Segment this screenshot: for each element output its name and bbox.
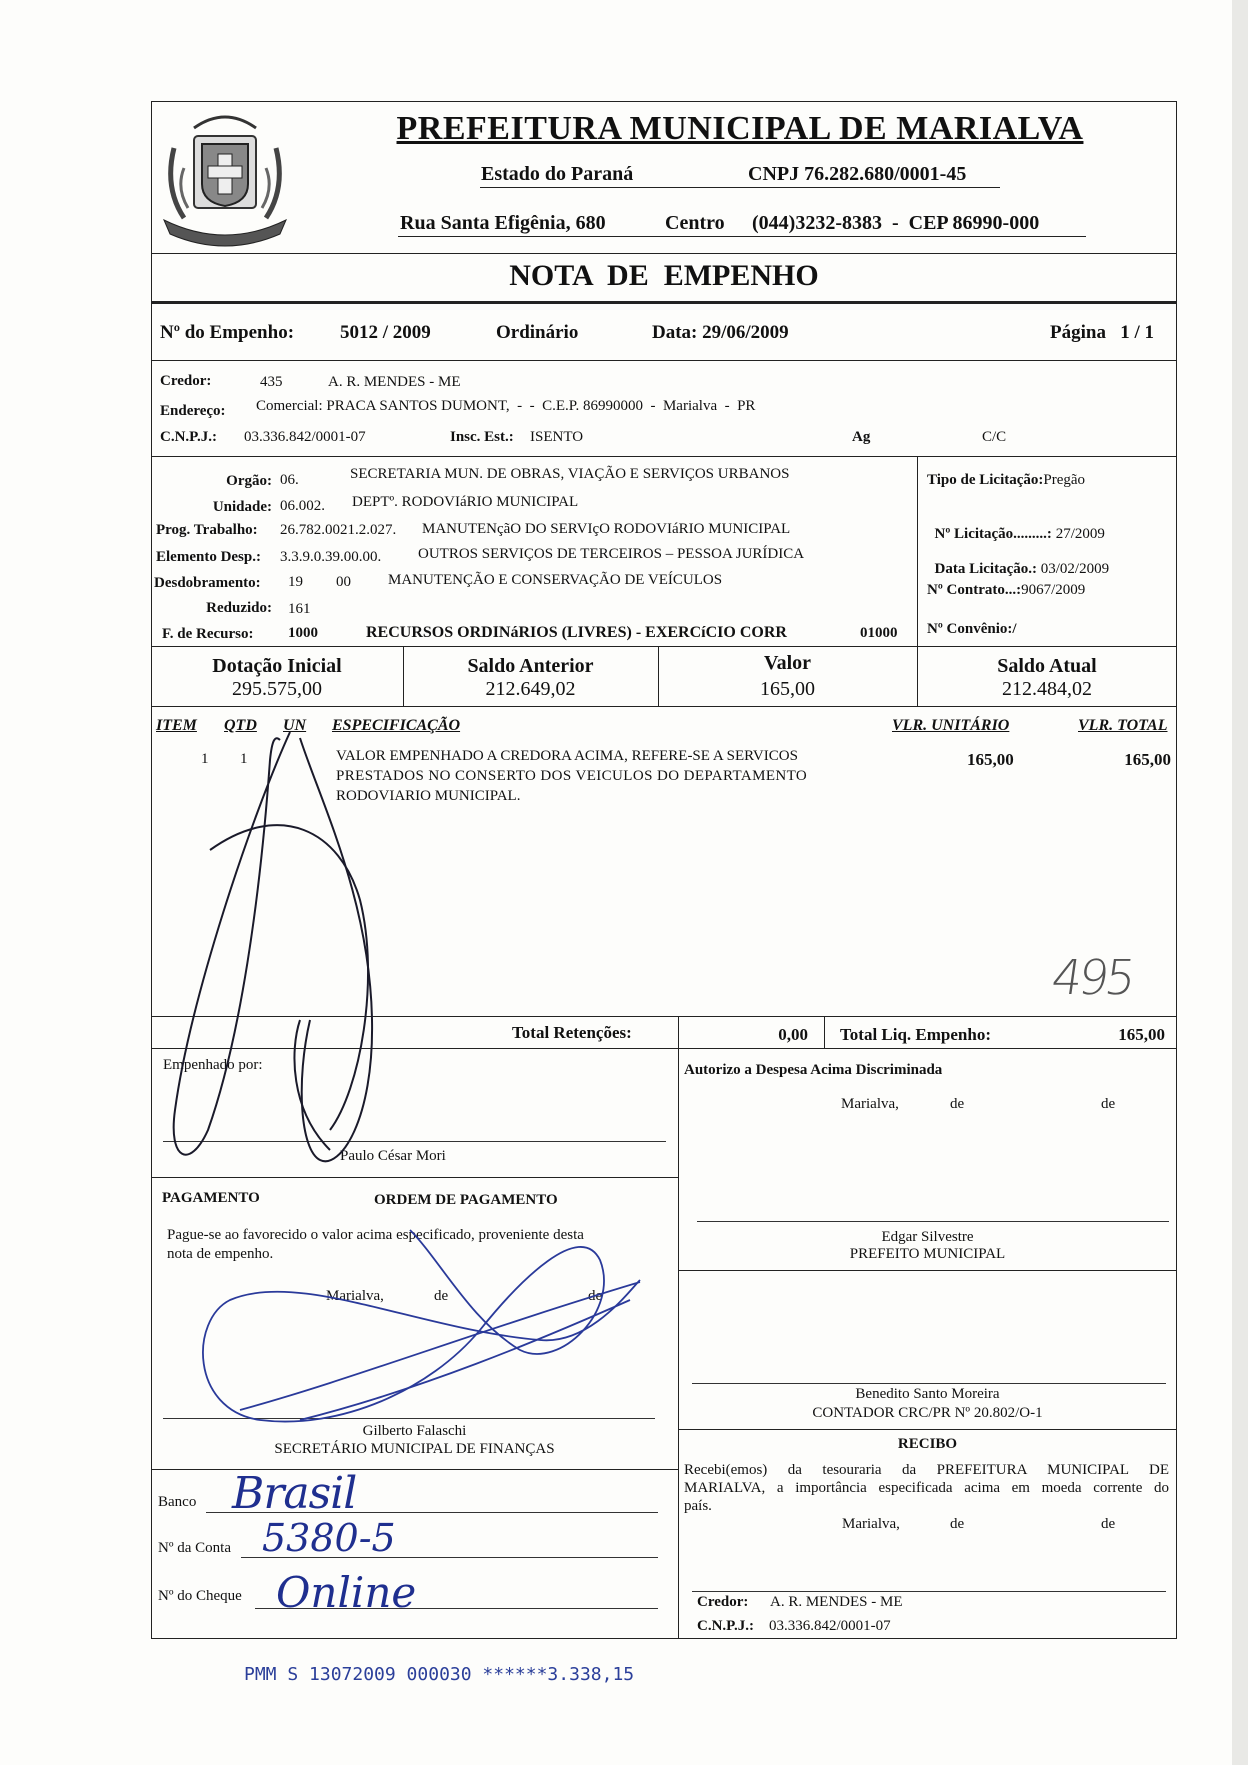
state-underline — [480, 187, 1000, 188]
recibo-de1: de — [950, 1516, 965, 1532]
total-liq-label: Total Liq. Empenho: — [840, 1025, 991, 1044]
col-vlr-total: VLR. TOTAL — [1078, 717, 1168, 734]
totals-divider-2 — [824, 1016, 825, 1048]
totals-top-rule — [151, 1016, 1177, 1017]
prefeitura-title: PREFEITURA MUNICIPAL DE MARIALVA — [396, 110, 1084, 147]
col-qtd: QTD — [224, 717, 257, 734]
desdobramento-name: MANUTENÇÃO E CONSERVAÇÃO DE VEÍCULOS — [388, 572, 723, 588]
col-item: ITEM — [156, 717, 197, 734]
totals-divider-1 — [678, 1016, 679, 1048]
credor-address: Comercial: PRACA SANTOS DUMONT, - - C.E.P. 86990000 - Marialva - PR — [256, 398, 756, 414]
valor-label: Valor — [763, 652, 812, 674]
pagamento-de2: de — [588, 1288, 603, 1304]
total-retencoes-value: 0,00 — [778, 1025, 808, 1044]
empenho-date: Data: 29/06/2009 — [652, 322, 789, 343]
title-bottom-rule — [151, 301, 1177, 304]
phone-cep: (044)3232-8383 - CEP 86990-000 — [752, 212, 1040, 234]
prefeito-name: Edgar Silvestre — [881, 1229, 974, 1245]
pagamento-de1: de — [434, 1288, 449, 1304]
pagamento-place: Marialva, — [326, 1288, 384, 1304]
orgao-code: 06. — [280, 472, 299, 488]
recibo-cnpj-value: 03.336.842/0001-07 — [769, 1618, 891, 1634]
cheque-label: Nº do Cheque — [158, 1588, 242, 1604]
tipo-licitacao-label: Tipo de Licitação: — [927, 472, 1044, 488]
recibo-cnpj-label: C.N.P.J.: — [697, 1618, 754, 1634]
lower-divider — [678, 1048, 679, 1639]
autorizo-label: Autorizo a Despesa Acima Discriminada — [684, 1062, 943, 1078]
state-label: Estado do Paraná — [481, 163, 634, 185]
cnpj-label: CNPJ 76.282.680/0001-45 — [748, 163, 967, 185]
insc-est-value: ISENTO — [530, 429, 584, 445]
recibo-de2: de — [1101, 1516, 1116, 1532]
recibo-text-1: Recebi(emos) da tesouraria da PREFEITURA MUNICIPAL DE — [684, 1462, 1169, 1478]
empenhado-bottom-rule — [151, 1177, 678, 1178]
desdobramento-code2: 00 — [336, 574, 351, 590]
autorizo-place: Marialva, — [841, 1096, 899, 1112]
data-licitacao-label: Data Licitação.: — [934, 561, 1037, 577]
total-liq-value: 165,00 — [1118, 1025, 1165, 1044]
page-indicator: Página 1 / 1 — [1050, 322, 1154, 343]
autorizo-de2: de — [1101, 1096, 1116, 1112]
contador-role: CONTADOR CRC/PR Nº 20.802/O-1 — [812, 1405, 1043, 1421]
numero-licitacao-value: 27/2009 — [1051, 526, 1105, 542]
credor-label: Credor: — [160, 373, 212, 389]
empenhado-por-label: Empenhado por: — [163, 1057, 263, 1073]
fonte-recurso-label: F. de Recurso: — [162, 626, 254, 642]
saldo-anterior-value: 212.649,02 — [485, 678, 576, 700]
col-vlr-unitario: VLR. UNITÁRIO — [892, 717, 1010, 734]
prefeito-signature-line — [697, 1221, 1169, 1222]
banco-label: Banco — [158, 1494, 197, 1510]
cnpj-credor-label: C.N.P.J.: — [160, 429, 217, 445]
handwritten-number: 495 — [1048, 950, 1136, 1006]
item-qtd: 1 — [240, 751, 248, 767]
desdobramento-code1: 19 — [288, 574, 303, 590]
orgao-name: SECRETARIA MUN. DE OBRAS, VIAÇÃO E SERVIÇOS URBANOS — [350, 466, 790, 482]
classification-bottom-rule — [151, 646, 1177, 647]
empenhado-por-name: Paulo César Mori — [340, 1148, 446, 1164]
elemento-label: Elemento Desp.: — [156, 549, 261, 565]
recibo-text-3: país. — [684, 1498, 712, 1514]
numero-contrato-value: 9067/2009 — [1021, 582, 1086, 598]
scan-edge-right — [1232, 0, 1248, 1765]
unidade-name: DEPTº. RODOVIáRIO MUNICIPAL — [352, 494, 579, 510]
credor-name: A. R. MENDES - ME — [328, 374, 461, 390]
header-bottom-rule — [151, 253, 1177, 254]
fonte-recurso-code: 1000 — [288, 625, 318, 641]
pagamento-label: PAGAMENTO — [162, 1190, 260, 1206]
item-spec-line2: PRESTADOS NO CONSERTO DOS VEICULOS DO DEPARTAMENTO — [336, 768, 808, 784]
insc-est-label: Insc. Est.: — [450, 429, 514, 445]
payment-stamp: PMM S 13072009 000030 ******3.338,15 — [244, 1664, 635, 1685]
prog-trabalho-name: MANUTENçãO DO SERVIçO RODOVIáRIO MUNICIPAL — [422, 521, 791, 537]
credor-code: 435 — [260, 374, 283, 390]
list-item — [151, 748, 1177, 818]
recibo-text-2: MARIALVA, a importância especificada acima em moeda corrente do — [684, 1480, 1169, 1496]
empenho-number: 5012 / 2009 — [340, 322, 431, 343]
pagamento-text-1: Pague-se ao favorecido o valor acima especificado, proveniente desta — [167, 1227, 584, 1243]
saldo-anterior-label: Saldo Anterior — [467, 655, 594, 677]
elemento-code: 3.3.9.0.39.00.00. — [280, 549, 382, 565]
pagamento-bottom-rule — [151, 1469, 678, 1470]
cc-label: C/C — [982, 429, 1007, 445]
banco-handwritten: Brasil — [232, 1468, 357, 1519]
desdobramento-label: Desdobramento: — [154, 575, 261, 591]
prog-trabalho-label: Prog. Trabalho: — [156, 522, 258, 538]
contador-signature-line — [692, 1383, 1166, 1384]
document-title: NOTA DE EMPENHO — [509, 259, 819, 292]
col-un: UN — [283, 717, 307, 734]
ag-label: Ag — [852, 429, 871, 445]
numero-contrato-label: Nº Contrato...: — [927, 582, 1022, 598]
fonte-recurso-code2: 01000 — [860, 625, 898, 641]
unidade-label: Unidade: — [212, 499, 272, 515]
secretario-role: SECRETÁRIO MUNICIPAL DE FINANÇAS — [274, 1441, 555, 1457]
tipo-licitacao — [927, 472, 1085, 489]
municipal-coat-of-arms — [154, 108, 296, 256]
item-total-value: 165,00 — [1124, 750, 1171, 769]
recibo-title: RECIBO — [897, 1436, 958, 1452]
dotacao-inicial-label: Dotação Inicial — [212, 655, 342, 677]
balances-bottom-rule — [151, 706, 1177, 707]
saldo-atual-value: 212.484,02 — [1002, 678, 1092, 700]
contador-bottom-rule — [678, 1429, 1177, 1430]
classification-divider — [917, 456, 918, 646]
item-spec-line1: VALOR EMPENHADO A CREDORA ACIMA, REFERE-SE A SERVICOS — [336, 748, 798, 764]
prefeito-bottom-rule — [678, 1270, 1177, 1271]
item-unit-value: 165,00 — [967, 750, 1014, 769]
cheque-handwritten: Online — [276, 1568, 417, 1617]
reduzido-label: Reduzido: — [206, 600, 272, 616]
recibo-credor-label: Credor: — [697, 1594, 749, 1610]
autorizo-de1: de — [950, 1096, 965, 1112]
conta-handwritten: 5380-5 — [262, 1516, 396, 1560]
item-number: 1 — [201, 751, 209, 767]
credor-cnpj: 03.336.842/0001-07 — [244, 429, 366, 445]
col-especificacao: ESPECIFICAÇÃO — [332, 717, 461, 734]
secretario-name: Gilberto Falaschi — [362, 1423, 467, 1439]
totals-bottom-rule — [151, 1048, 1177, 1049]
conta-label: Nº da Conta — [158, 1540, 231, 1556]
credor-bottom-rule — [151, 456, 1177, 457]
numero-contrato — [927, 582, 1085, 599]
elemento-name: OUTROS SERVIÇOS DE TERCEIROS – PESSOA JURÍDICA — [418, 546, 805, 562]
empenho-number-label: Nº do Empenho: — [160, 322, 295, 343]
contador-name: Benedito Santo Moreira — [855, 1386, 1000, 1402]
empenhado-signature-line — [163, 1141, 666, 1142]
street-address: Rua Santa Efigênia, 680 — [400, 212, 606, 234]
address-underline — [398, 236, 1086, 237]
numero-licitacao — [927, 509, 1105, 543]
item-spec-line3: RODOVIARIO MUNICIPAL. — [336, 788, 521, 804]
district: Centro — [665, 212, 725, 234]
endereco-label: Endereço: — [160, 403, 226, 419]
recibo-place: Marialva, — [842, 1516, 900, 1532]
recibo-credor-name: A. R. MENDES - ME — [770, 1594, 903, 1610]
prefeito-role: PREFEITO MUNICIPAL — [849, 1246, 1006, 1262]
data-licitacao — [927, 544, 1109, 578]
fonte-recurso-name: RECURSOS ORDINáRIOS (LIVRES) - EXERCíCIO CORR — [366, 624, 787, 641]
pagamento-text-2: nota de empenho. — [167, 1246, 274, 1262]
dotacao-inicial-value: 295.575,00 — [232, 678, 322, 700]
numero-licitacao-label: Nº Licitação.........: — [934, 526, 1052, 542]
empenho-bottom-rule — [151, 360, 1177, 361]
recibo-signature-line — [692, 1591, 1166, 1592]
valor-value: 165,00 — [760, 678, 815, 700]
total-retencoes-label: Total Retenções: — [512, 1023, 632, 1042]
secretario-signature-line — [163, 1418, 655, 1419]
orgao-label: Orgão: — [226, 473, 272, 489]
data-licitacao-value: 03/02/2009 — [1036, 561, 1110, 577]
ordem-pagamento-label: ORDEM DE PAGAMENTO — [374, 1192, 558, 1208]
tipo-licitacao-value: Pregão — [1043, 472, 1086, 488]
prog-trabalho-code: 26.782.0021.2.027. — [280, 522, 397, 538]
unidade-code: 06.002. — [280, 498, 325, 514]
empenho-type: Ordinário — [496, 322, 579, 343]
numero-convenio: Nº Convênio:/ — [927, 621, 1017, 637]
reduzido-value: 161 — [288, 601, 311, 617]
saldo-atual-label: Saldo Atual — [997, 655, 1097, 677]
